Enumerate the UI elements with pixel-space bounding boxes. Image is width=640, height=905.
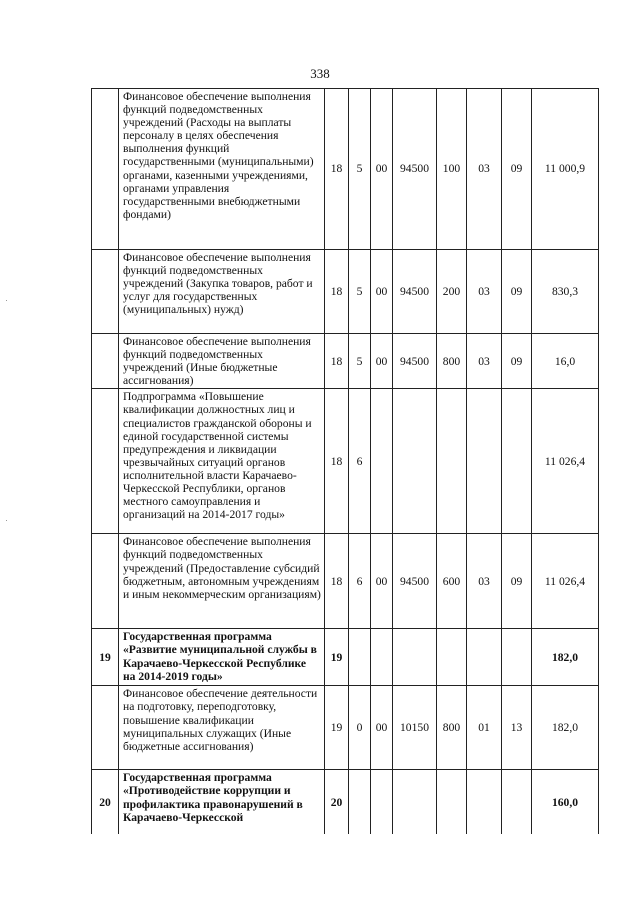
code-1: 20 <box>325 770 349 834</box>
row-amount: 11 026,4 <box>532 534 599 629</box>
page-number: 338 <box>310 66 330 81</box>
row-number <box>92 534 119 629</box>
code-4 <box>393 770 437 834</box>
code-6: 03 <box>467 89 502 250</box>
row-number <box>92 250 119 334</box>
code-6: 01 <box>467 686 502 770</box>
code-1: 19 <box>325 629 349 686</box>
code-4 <box>393 629 437 686</box>
row-number <box>92 334 119 389</box>
table-row <box>92 334 599 389</box>
code-6: 03 <box>467 534 502 629</box>
code-5 <box>437 389 467 534</box>
row-amount: 182,0 <box>532 686 599 770</box>
scan-edge-mark <box>6 300 7 301</box>
code-5 <box>437 770 467 834</box>
scan-edge-mark <box>6 520 7 521</box>
table-row <box>92 686 599 770</box>
row-amount: 11 000,9 <box>532 89 599 250</box>
code-6 <box>467 629 502 686</box>
code-1: 18 <box>325 534 349 629</box>
code-7: 09 <box>502 250 532 334</box>
code-6 <box>467 770 502 834</box>
row-name: Финансовое обеспечение выполнения функций подведомственных учреждений (Закупка товаров, работ и услуг для государственных (муниципальных) нужд) <box>119 250 325 334</box>
code-7 <box>502 629 532 686</box>
row-name: Государственная программа «Развитие муниципальной службы в Карачаево-Черкесской Республике на 2014-2019 годы» <box>119 629 325 686</box>
code-6: 03 <box>467 334 502 389</box>
row-amount: 830,3 <box>532 250 599 334</box>
row-amount: 11 026,4 <box>532 389 599 534</box>
code-7: 09 <box>502 334 532 389</box>
code-5: 200 <box>437 250 467 334</box>
code-1: 18 <box>325 89 349 250</box>
code-2: 5 <box>349 250 371 334</box>
row-amount: 182,0 <box>532 629 599 686</box>
code-2: 6 <box>349 534 371 629</box>
row-name: Финансовое обеспечение деятельности на подготовку, переподготовку, повышение квалификации муниципальных служащих (Иные бюджетные ассигнования) <box>119 686 325 770</box>
code-2 <box>349 770 371 834</box>
table-row <box>92 770 599 834</box>
table-row <box>92 250 599 334</box>
code-3 <box>371 389 393 534</box>
row-name: Финансовое обеспечение выполнения функций подведомственных учреждений (Расходы на выплаты персоналу в целях обеспечения выполнения функций государственными (муниципальными) органами, казенными учреждениями, органами управления государственными внебюджетными фондами) <box>119 89 325 250</box>
code-2: 5 <box>349 334 371 389</box>
row-number <box>92 89 119 250</box>
table-row <box>92 89 599 250</box>
code-1: 18 <box>325 250 349 334</box>
code-1: 18 <box>325 334 349 389</box>
code-3 <box>371 770 393 834</box>
code-3: 00 <box>371 686 393 770</box>
row-name: Государственная программа «Противодействие коррупции и профилактика правонарушений в Карачаево-Черкесской <box>119 770 325 834</box>
code-5 <box>437 629 467 686</box>
code-4: 94500 <box>393 89 437 250</box>
code-1: 18 <box>325 389 349 534</box>
row-name: Подпрограмма «Повышение квалификации должностных лиц и специалистов гражданской обороны и единой государственной системы предупреждения и ликвидации чрезвычайных ситуаций органов исполнительной власти Карачаево-Черкесской Республики, органов местного самоуправления и организаций на 2014-2017 годы» <box>119 389 325 534</box>
code-5: 800 <box>437 686 467 770</box>
code-5: 600 <box>437 534 467 629</box>
code-7: 09 <box>502 534 532 629</box>
row-number: 20 <box>92 770 119 834</box>
code-2: 5 <box>349 89 371 250</box>
code-4 <box>393 389 437 534</box>
code-6: 03 <box>467 250 502 334</box>
code-3: 00 <box>371 89 393 250</box>
table-row <box>92 629 599 686</box>
code-4: 10150 <box>393 686 437 770</box>
row-number <box>92 389 119 534</box>
code-1: 19 <box>325 686 349 770</box>
budget-table <box>91 88 599 834</box>
code-7 <box>502 389 532 534</box>
code-6 <box>467 389 502 534</box>
code-5: 800 <box>437 334 467 389</box>
table-row <box>92 534 599 629</box>
row-amount: 16,0 <box>532 334 599 389</box>
code-3 <box>371 629 393 686</box>
row-amount: 160,0 <box>532 770 599 834</box>
code-2: 0 <box>349 686 371 770</box>
code-3: 00 <box>371 250 393 334</box>
code-3: 00 <box>371 334 393 389</box>
code-4: 94500 <box>393 534 437 629</box>
code-2: 6 <box>349 389 371 534</box>
code-7 <box>502 770 532 834</box>
code-4: 94500 <box>393 250 437 334</box>
row-number <box>92 686 119 770</box>
code-2 <box>349 629 371 686</box>
code-7: 13 <box>502 686 532 770</box>
row-name: Финансовое обеспечение выполнения функций подведомственных учреждений (Иные бюджетные ассигнования) <box>119 334 325 389</box>
code-3: 00 <box>371 534 393 629</box>
table-row <box>92 389 599 534</box>
code-7: 09 <box>502 89 532 250</box>
code-4: 94500 <box>393 334 437 389</box>
code-5: 100 <box>437 89 467 250</box>
row-number: 19 <box>92 629 119 686</box>
row-name: Финансовое обеспечение выполнения функций подведомственных учреждений (Предоставление субсидий бюджетным, автономным учреждениям и иным некоммерческим организациям) <box>119 534 325 629</box>
table-body <box>92 89 599 834</box>
